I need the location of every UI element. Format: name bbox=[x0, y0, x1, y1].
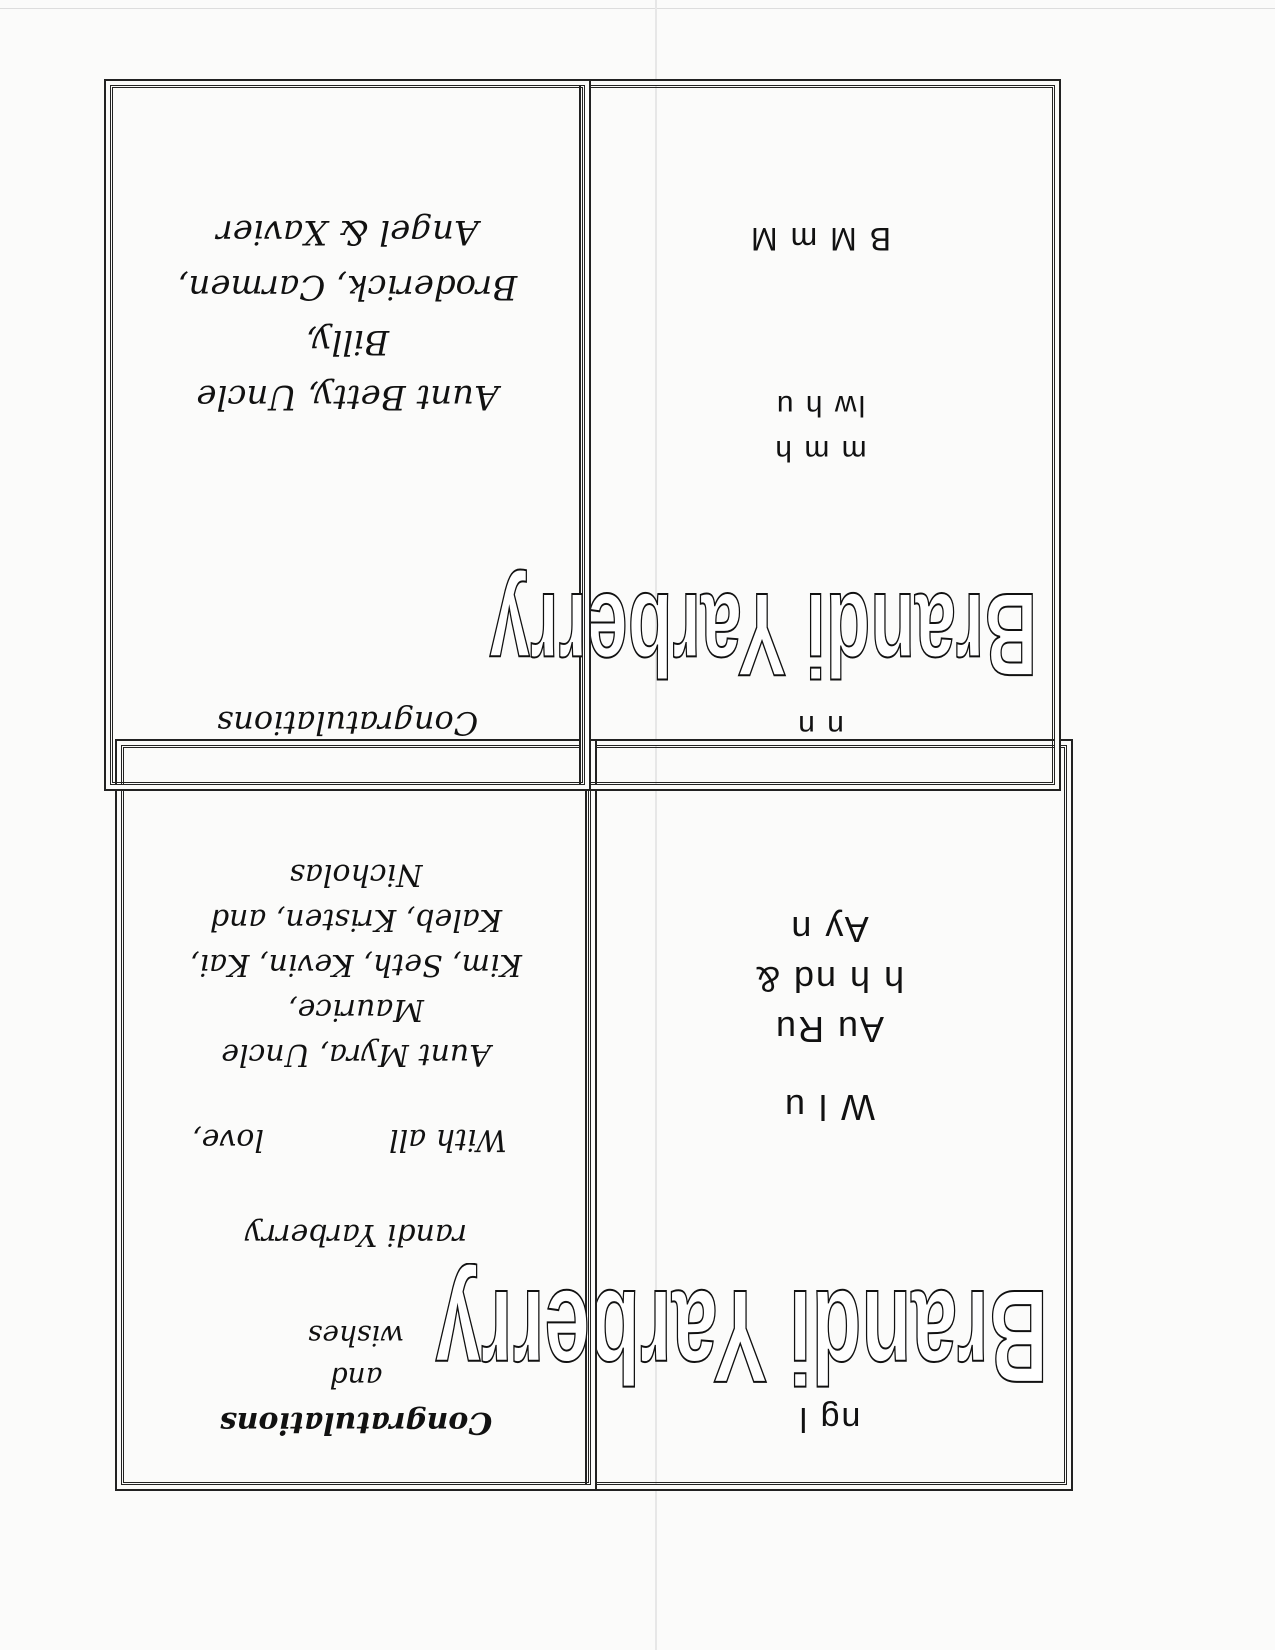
signature-line-5: Nicholas bbox=[289, 857, 423, 892]
cover2-partial-text: n n bbox=[796, 709, 844, 742]
signature2-line-4: Angel & Xavier bbox=[216, 212, 479, 252]
signature2-line-2: Billy, bbox=[305, 322, 390, 362]
closing-with-all: With all bbox=[389, 1122, 507, 1157]
signature-line-4: Kaleb, Kristen, and bbox=[209, 902, 503, 937]
recipient-name-outline-2: Brandi Yarberry bbox=[489, 568, 1038, 700]
cover2-line-2: lw h u bbox=[774, 389, 866, 422]
greeting-wishes: wishes bbox=[307, 1319, 405, 1352]
signature2-line-1: Aunt Betty, Uncle bbox=[196, 377, 499, 417]
card-panel-inside-right bbox=[110, 85, 585, 785]
cover-line-1: W l u bbox=[783, 1087, 876, 1128]
greeting-heading: Congratulations bbox=[219, 1405, 493, 1440]
recipient-name-outline: Brandi Yarberry bbox=[435, 1263, 1048, 1410]
cover-line-2: Au Ru bbox=[773, 1009, 885, 1050]
greeting-and: and bbox=[329, 1361, 383, 1394]
greeting-heading-2: Congratulations bbox=[216, 704, 479, 742]
card-panel-front-right bbox=[489, 85, 1055, 785]
card-panel-inside-left bbox=[121, 745, 591, 1485]
signature-line-3: Kim, Seth, Kevin, Kai, bbox=[190, 947, 523, 982]
closing-love: love, bbox=[192, 1122, 264, 1157]
cover-partial-text: ng l bbox=[797, 1400, 861, 1438]
recipient-name-script: randi Yarberry bbox=[244, 1217, 468, 1252]
signature2-line-3: Broderick, Carmen, bbox=[177, 267, 518, 307]
signature-line-2: Maurice, bbox=[288, 992, 424, 1027]
cover2-line-3: B M m M bbox=[749, 221, 891, 257]
cover-line-4: Ay n bbox=[789, 909, 869, 950]
signature-line-1: Aunt Myra, Uncle bbox=[221, 1037, 491, 1072]
cover2-line-1: m m h bbox=[773, 434, 867, 467]
cover-line-3: h h nd & bbox=[753, 959, 905, 1000]
